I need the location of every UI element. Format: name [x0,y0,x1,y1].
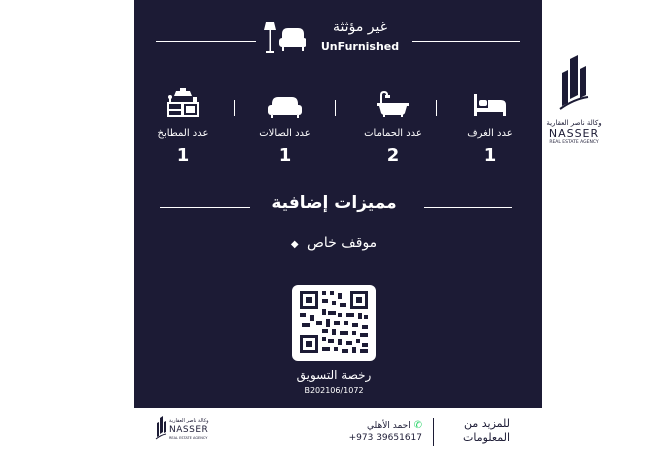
stat-separator [436,100,437,116]
divider-left [156,41,256,42]
footer-brand-name-ar: وكالة ناصر العقارية [169,418,209,424]
bed-icon [473,92,507,118]
qr-code[interactable] [292,285,376,361]
divider-left [160,207,250,208]
sofa-lamp-icon [264,20,306,54]
license-number: B202106/1072 [304,386,364,395]
stat-bathrooms [353,90,433,166]
footer-brand-name-en: NASSER [169,425,209,435]
diamond-bullet-icon: ◆ [290,239,299,250]
stat-kitchens [143,90,223,166]
contact-name: احمد الأهلي [367,421,411,431]
divider-right [412,41,520,42]
property-card [134,0,542,408]
stat-separator [234,100,235,116]
whatsapp-icon[interactable]: ✆ [413,420,422,431]
more-info-line2: المعلومات [463,431,510,444]
divider-right [424,207,512,208]
more-info-line1: للمزيد من [463,417,510,430]
brand-name-en: NASSER [548,127,600,140]
stat-bathrooms-label: عدد الحمامات [364,128,422,139]
stat-living-rooms-value: 1 [278,145,292,166]
brand-name-ar: وكالة ناصر العقارية [546,119,602,127]
stat-kitchens-value: 1 [176,145,190,166]
features-item-label: موقف خاص [306,235,378,251]
stat-rooms-value: 1 [483,145,497,166]
nasser-logo-icon [155,416,167,440]
footer-separator [433,418,434,446]
furnishing-status-ar: غير مؤثثة [332,19,388,35]
contact-name-row [342,420,422,431]
stat-kitchens-label: عدد المطابخ [157,128,209,139]
brand-tagline: REAL ESTATE AGENCY [549,140,599,145]
stat-bathrooms-value: 2 [386,145,400,166]
contact-phone[interactable]: +973 39651617 [348,433,422,443]
nasser-logo-icon [554,55,594,115]
stat-separator [335,100,336,116]
furnishing-status-en: UnFurnished [320,40,400,53]
footer-brand-tagline: REAL ESTATE AGENCY [169,436,208,440]
features-title: مميزات إضافية [271,193,397,213]
stat-living-rooms [245,90,325,166]
kitchen-icon [166,88,200,118]
stat-rooms [450,90,530,166]
bathtub-icon [376,90,410,118]
features-list-item [250,235,418,251]
stat-rooms-label: عدد الغرف [467,128,513,139]
qr-code-icon [292,285,376,361]
sofa-icon [267,94,303,118]
license-label: رخصة التسويق [296,368,372,382]
brand-logo [545,55,603,145]
stat-living-rooms-label: عدد الصالات [259,128,311,139]
